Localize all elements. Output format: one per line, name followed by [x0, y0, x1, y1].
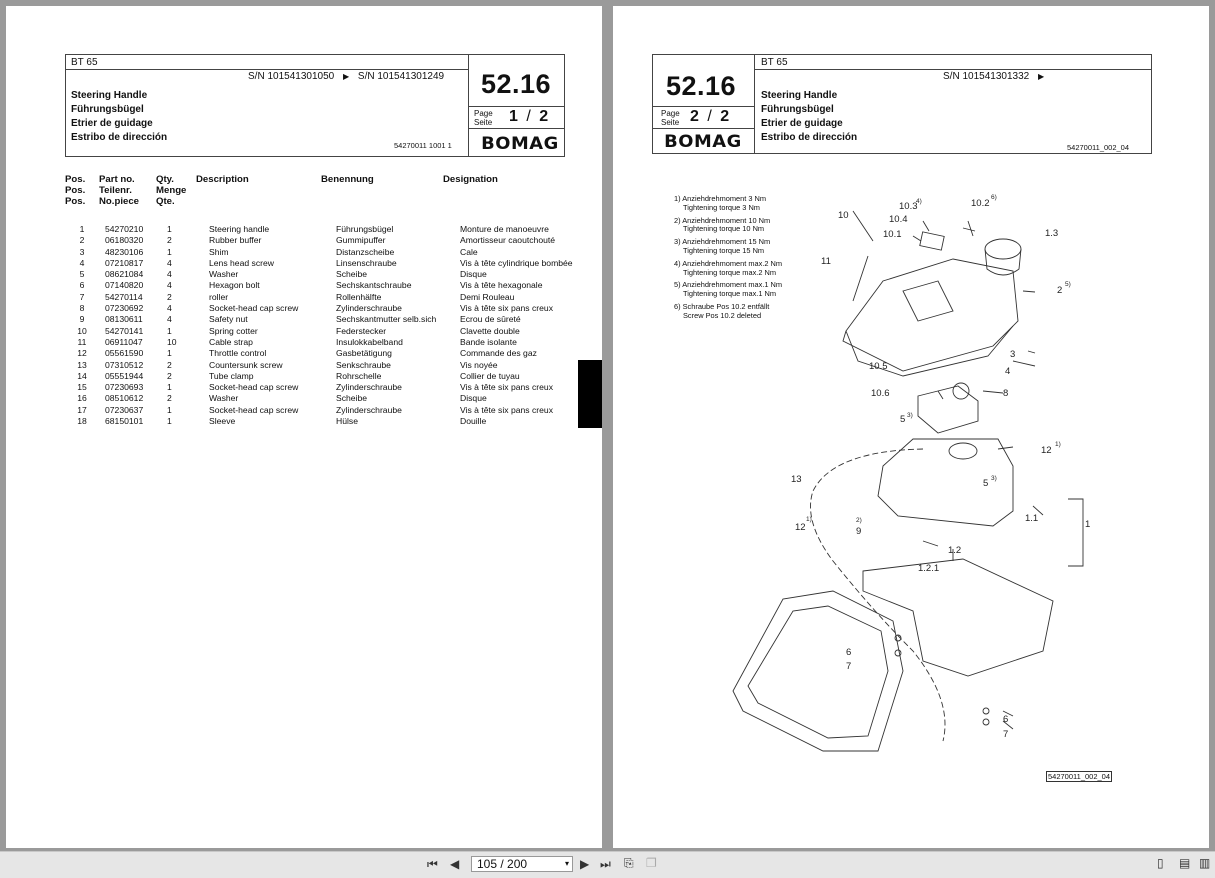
cell-de: Gasbetätigung	[336, 348, 392, 359]
callout-3: 3	[1010, 349, 1016, 360]
cell-part: 07210817	[105, 257, 144, 268]
table-row	[65, 393, 590, 404]
note-ref-3-a: 3)	[907, 412, 913, 419]
cell-pos: 9	[79, 314, 85, 325]
brand-logo: BOMAG	[481, 134, 559, 154]
callout-1-2-1: 1.2.1	[918, 563, 940, 574]
cell-fr: Vis noyée	[460, 359, 498, 370]
page-num-right: 2	[690, 108, 699, 125]
title-es-right: Estribo de dirección	[761, 132, 858, 143]
page-label	[474, 109, 493, 127]
note-en: Tightening torque 3 Nm	[683, 202, 760, 212]
note-en: Tightening torque 15 Nm	[683, 245, 765, 255]
note-de: 4) Anziehdrehmoment max.2 Nm	[674, 258, 783, 268]
cell-pos: 11	[77, 336, 87, 347]
cell-en: Cable strap	[209, 336, 253, 347]
col-qty-de: Menge	[156, 185, 187, 196]
callout-6-b: 6	[1003, 714, 1009, 725]
table-row	[65, 269, 590, 280]
cell-pos: 4	[79, 257, 85, 268]
cell-fr: Vis à tête hexagonale	[460, 280, 543, 291]
header-box-right	[652, 54, 1152, 154]
cell-de: Sechskantmutter selb.sich	[336, 314, 437, 325]
note-de: 3) Anziehdrehmoment 15 Nm	[674, 237, 771, 247]
table-row	[65, 224, 590, 235]
serial-range-right	[943, 71, 1044, 82]
page-total: 2	[539, 108, 549, 125]
col-pos-en: Pos.	[65, 174, 86, 185]
two-page-icon: ▥	[1199, 856, 1211, 870]
group-divider-1	[469, 106, 565, 107]
cell-en: Throttle control	[209, 348, 267, 359]
model-label: BT 65	[71, 57, 98, 68]
cell-part: 54270141	[105, 325, 144, 336]
table-row	[65, 348, 590, 359]
cell-qty: 4	[167, 269, 172, 280]
note-ref-6: 6)	[991, 194, 997, 201]
cell-fr: Demi Rouleau	[460, 291, 515, 302]
col-head-description: Description	[196, 174, 249, 185]
cell-qty: 2	[167, 291, 172, 302]
table-row	[65, 292, 590, 303]
cell-part: 54270210	[105, 224, 144, 234]
cell-en: Spring cotter	[209, 325, 258, 336]
page-num: 1	[509, 108, 518, 125]
header-divider-right	[755, 69, 1151, 70]
page-total-right: 2	[720, 108, 730, 125]
cell-pos: 10	[77, 325, 87, 336]
cell-qty: 1	[167, 416, 172, 427]
table-row	[65, 280, 590, 291]
callout-1: 1	[1085, 519, 1091, 530]
lower-housing-shape	[878, 439, 1013, 526]
cell-de: Distanzscheibe	[336, 246, 395, 257]
cell-en: Hexagon bolt	[209, 280, 260, 291]
cell-part: 06180320	[105, 235, 144, 246]
note-en: Tightening torque max.1 Nm	[683, 289, 776, 299]
page-label-de: Seite	[474, 118, 493, 127]
serial-to: S/N 101541301249	[357, 71, 445, 82]
prev-page-icon: ◀	[450, 857, 460, 871]
cell-part: 08621084	[105, 269, 144, 280]
continuous-page-icon: ▤	[1179, 856, 1191, 870]
cell-fr: Bande isolante	[460, 336, 517, 347]
callout-9: 9	[856, 526, 862, 537]
cell-fr: Vis à tête cylindrique bombée	[460, 257, 573, 268]
cell-en: Rubber buffer	[209, 235, 262, 246]
brand-logo-right: BOMAG	[664, 132, 742, 152]
cell-pos: 6	[79, 280, 85, 291]
cell-fr: Amortisseur caoutchouté	[460, 235, 556, 246]
table-row	[65, 258, 590, 269]
title-en-right: Steering Handle	[761, 90, 838, 101]
serial-arrow-icon: ▶	[342, 72, 350, 81]
note-de: 2) Anziehdrehmoment 10 Nm	[674, 215, 771, 225]
title-block	[71, 89, 167, 145]
cell-qty: 1	[167, 404, 172, 415]
doc-reference-right: 54270011_002_04	[1067, 143, 1130, 152]
cell-en: Lens head screw	[209, 257, 274, 268]
cell-en: Washer	[209, 269, 239, 280]
drawing-reference: 54270011_002_04	[1048, 772, 1111, 781]
note-de: 6) Schraube Pos 10.2 entfällt	[674, 301, 770, 311]
callout-5-b: 5	[983, 478, 989, 489]
cell-en: Socket-head cap screw	[209, 382, 299, 393]
page-of-total	[509, 108, 548, 126]
callout-5-a: 5	[900, 414, 906, 425]
single-page-icon: ▯	[1157, 856, 1164, 870]
page-label-en: Page	[474, 109, 493, 118]
cell-part: 68150101	[105, 416, 144, 427]
catalog-page-right	[613, 6, 1209, 848]
col-head-part	[99, 174, 139, 207]
cell-en: Sleeve	[209, 416, 236, 427]
col-head-benennung: Benennung	[321, 174, 374, 185]
note-ref-2: 2)	[856, 517, 862, 524]
cell-fr: Vis à tête six pans creux	[460, 303, 553, 314]
cell-pos: 13	[77, 359, 87, 370]
cell-pos: 18	[77, 416, 87, 427]
col-pos-de: Pos.	[65, 185, 86, 196]
table-row	[65, 303, 590, 314]
callout-4: 4	[1005, 366, 1011, 377]
callout-10-1: 10.1	[883, 229, 902, 240]
table-row	[65, 416, 590, 427]
table-row	[65, 360, 590, 371]
export-page-button[interactable]	[624, 856, 634, 871]
cell-fr: Vis à tête six pans creux	[460, 404, 553, 415]
cell-de: Senkschraube	[336, 359, 391, 370]
col-head-designation: Designation	[443, 174, 498, 185]
catalog-page-left	[6, 6, 602, 848]
table-row	[65, 405, 590, 416]
callout-12-b: 12	[795, 522, 806, 533]
parts-table	[65, 224, 590, 427]
export-icon: ⎘	[624, 856, 634, 870]
group-number-right: 52.16	[666, 71, 737, 101]
table-row	[65, 314, 590, 325]
copy-page-button[interactable]	[646, 856, 657, 870]
cell-part: 07230637	[105, 404, 144, 415]
group-number: 52.16	[481, 69, 552, 99]
col-qty-fr: Qte.	[156, 196, 175, 207]
cell-pos: 16	[77, 393, 87, 404]
cell-part: 07310512	[105, 359, 144, 370]
callout-1-2: 1.2	[948, 545, 962, 556]
cell-de: Zylinderschraube	[336, 303, 402, 314]
cell-part: 07230693	[105, 382, 144, 393]
table-row	[65, 326, 590, 337]
cell-part: 48230106	[105, 246, 144, 257]
cell-pos: 15	[77, 382, 87, 393]
group-divider-r1	[653, 106, 755, 107]
table-row	[65, 382, 590, 393]
title-es: Estribo de dirección	[71, 132, 168, 143]
page-of-total-right	[690, 108, 729, 126]
cell-pos: 8	[79, 303, 85, 314]
prev-page-button[interactable]	[450, 857, 459, 871]
cell-part: 05551944	[105, 370, 144, 381]
group-box	[468, 55, 564, 156]
callout-2: 2	[1057, 285, 1063, 296]
col-pos-fr: Pos.	[65, 196, 86, 207]
callout-10-5: 10.5	[869, 361, 888, 372]
title-en: Steering Handle	[71, 90, 148, 101]
cell-fr: Disque	[460, 393, 487, 404]
cell-fr: Commande des gaz	[460, 348, 537, 359]
page-number-input[interactable]	[471, 856, 573, 872]
group-divider-r2	[653, 128, 755, 129]
cell-qty: 4	[167, 314, 172, 325]
note-ref-1-a: 1)	[1055, 441, 1061, 448]
callout-10-3: 10.3	[899, 201, 918, 212]
next-page-button[interactable]	[580, 857, 589, 871]
cover-shape	[843, 259, 1018, 371]
cell-fr: Clavette double	[460, 325, 520, 336]
cell-fr: Cale	[460, 246, 478, 257]
cell-part: 08510612	[105, 393, 144, 404]
col-head-pos	[65, 174, 85, 207]
note-en: Tightening torque max.2 Nm	[683, 267, 776, 277]
cell-de: Scheibe	[336, 393, 368, 404]
first-page-icon: ⏮	[427, 857, 438, 871]
page-dropdown-icon: ▾	[564, 859, 569, 868]
col-head-qty	[156, 174, 186, 207]
callout-12-a: 12	[1041, 445, 1052, 456]
cell-qty: 2	[167, 359, 172, 370]
note-ref-3-b: 3)	[991, 475, 997, 482]
cell-de: Gummipuffer	[336, 235, 386, 246]
cell-en: Steering handle	[209, 224, 270, 234]
cell-pos: 1	[79, 224, 85, 234]
cell-en: Countersunk screw	[209, 359, 283, 370]
title-de-right: Führungsbügel	[761, 104, 834, 115]
note-de: 1) Anziehdrehmoment 3 Nm	[674, 194, 767, 203]
group-divider-2	[469, 128, 565, 129]
cell-part: 06911047	[105, 336, 143, 347]
header-divider	[66, 69, 468, 70]
cell-fr: Monture de manoeuvre	[460, 224, 549, 234]
cell-de: Rollenhälfte	[336, 291, 382, 302]
col-part-fr: No.piece	[99, 196, 139, 207]
doc-reference: 54270011 1001 1	[394, 141, 452, 150]
exploded-drawing	[713, 181, 1103, 781]
callout-10: 10	[838, 210, 849, 221]
model-label-right: BT 65	[761, 57, 788, 68]
page-label-right	[661, 109, 680, 127]
cell-de: Linsenschraube	[336, 257, 397, 268]
table-row	[65, 337, 590, 348]
cell-qty: 10	[167, 336, 177, 347]
handle-shape	[733, 591, 903, 751]
next-page-icon: ▶	[580, 857, 590, 871]
title-fr: Etrier de guidage	[71, 118, 153, 129]
title-block-right	[761, 89, 857, 145]
cell-fr: Collier de tuyau	[460, 370, 520, 381]
cell-part: 54270114	[105, 291, 143, 302]
cell-en: Safety nut	[209, 314, 248, 325]
copy-icon: ❐	[646, 856, 657, 870]
first-page-button[interactable]	[427, 857, 438, 872]
cell-part: 05561590	[105, 348, 144, 359]
continuous-view-button[interactable]	[1179, 856, 1190, 870]
note-en: Screw Pos 10.2 deleted	[683, 310, 762, 320]
note-en: Tightening torque 10 Nm	[683, 224, 765, 234]
cell-de: Insulokkabelband	[336, 336, 403, 347]
callout-6-a: 6	[846, 647, 852, 658]
two-page-view-button[interactable]	[1199, 856, 1210, 870]
cell-pos: 5	[79, 269, 85, 280]
col-part-de: Teilenr.	[99, 185, 132, 196]
cell-en: Tube clamp	[209, 370, 254, 381]
frame-shape	[863, 559, 1053, 676]
cell-qty: 1	[167, 325, 172, 336]
callout-7-b: 7	[1003, 729, 1009, 740]
cell-fr: Ecrou de sûreté	[460, 314, 521, 325]
col-part-en: Part no.	[99, 174, 135, 185]
page-indicator: 105 / 200	[477, 857, 528, 871]
cell-pos: 14	[77, 370, 87, 381]
cell-pos: 7	[79, 291, 85, 302]
callout-13: 13	[791, 474, 802, 485]
callout-1-1: 1.1	[1025, 513, 1039, 524]
callout-10-6: 10.6	[871, 388, 890, 399]
cell-pos: 17	[77, 404, 87, 415]
cell-part: 07230692	[105, 303, 144, 314]
cell-qty: 4	[167, 303, 172, 314]
cell-fr: Disque	[460, 269, 487, 280]
cell-qty: 1	[167, 224, 172, 234]
cell-qty: 1	[167, 348, 172, 359]
callout-10-4: 10.4	[889, 214, 908, 225]
page-label-de-right: Seite	[661, 118, 680, 127]
cell-qty: 1	[167, 382, 172, 393]
note-de: 5) Anziehdrehmoment max.1 Nm	[674, 280, 783, 290]
callout-11: 11	[821, 256, 831, 267]
callout-7-a: 7	[846, 661, 852, 672]
serial-from-right: S/N 101541301332	[943, 71, 1030, 82]
title-fr-right: Etrier de guidage	[761, 118, 843, 129]
note-ref-5-a: 5)	[1065, 281, 1071, 288]
table-row	[65, 371, 590, 382]
cell-de: Sechskantschraube	[336, 280, 412, 291]
cell-en: roller	[209, 291, 229, 302]
cell-qty: 2	[167, 393, 172, 404]
cell-qty: 2	[167, 370, 172, 381]
header-box-left	[65, 54, 565, 157]
cell-de: Federstecker	[336, 325, 387, 336]
cell-en: Shim	[209, 246, 229, 257]
section-thumb-tab	[578, 360, 602, 428]
serial-arrow-icon-right: ▶	[1037, 72, 1045, 81]
cell-part: 08130611	[105, 314, 143, 325]
last-page-button[interactable]	[600, 857, 611, 872]
cell-en: Washer	[209, 393, 239, 404]
table-row	[65, 247, 590, 258]
col-qty-en: Qty.	[156, 174, 174, 185]
last-page-icon: ⏭	[600, 857, 611, 871]
callout-1-3: 1.3	[1045, 228, 1059, 239]
title-de: Führungsbügel	[71, 104, 144, 115]
callout-8: 8	[1003, 388, 1009, 399]
cell-en: Socket-head cap screw	[209, 404, 299, 415]
single-page-view-button[interactable]	[1157, 856, 1164, 870]
note-ref-4: 4)	[916, 198, 922, 205]
cell-de: Hülse	[336, 416, 358, 427]
cell-en: Socket-head cap screw	[209, 303, 299, 314]
cell-fr: Douille	[460, 416, 487, 427]
cell-qty: 2	[167, 235, 172, 246]
cell-pos: 3	[79, 246, 85, 257]
viewer-toolbar	[0, 851, 1215, 878]
cell-de: Führungsbügel	[336, 224, 394, 234]
cell-de: Zylinderschraube	[336, 382, 402, 393]
cell-fr: Vis à tête six pans creux	[460, 382, 553, 393]
serial-range	[248, 71, 444, 82]
page-label-en-right: Page	[661, 109, 680, 118]
callout-10-2: 10.2	[971, 198, 990, 209]
table-row	[65, 235, 590, 246]
cell-pos: 12	[77, 348, 87, 359]
cell-part: 07140820	[105, 280, 144, 291]
cell-de: Scheibe	[336, 269, 368, 280]
cell-de: Rohrschelle	[336, 370, 382, 381]
cell-qty: 4	[167, 257, 172, 268]
cell-qty: 4	[167, 280, 172, 291]
page-sep-right: /	[707, 108, 712, 125]
cell-qty: 1	[167, 246, 172, 257]
note-ref-1-b: 1)	[806, 516, 812, 523]
serial-from: S/N 101541301050	[248, 71, 335, 82]
group-box-right	[653, 55, 755, 153]
cell-pos: 2	[79, 235, 85, 246]
page-sep: /	[526, 108, 531, 125]
cell-de: Zylinderschraube	[336, 404, 402, 415]
